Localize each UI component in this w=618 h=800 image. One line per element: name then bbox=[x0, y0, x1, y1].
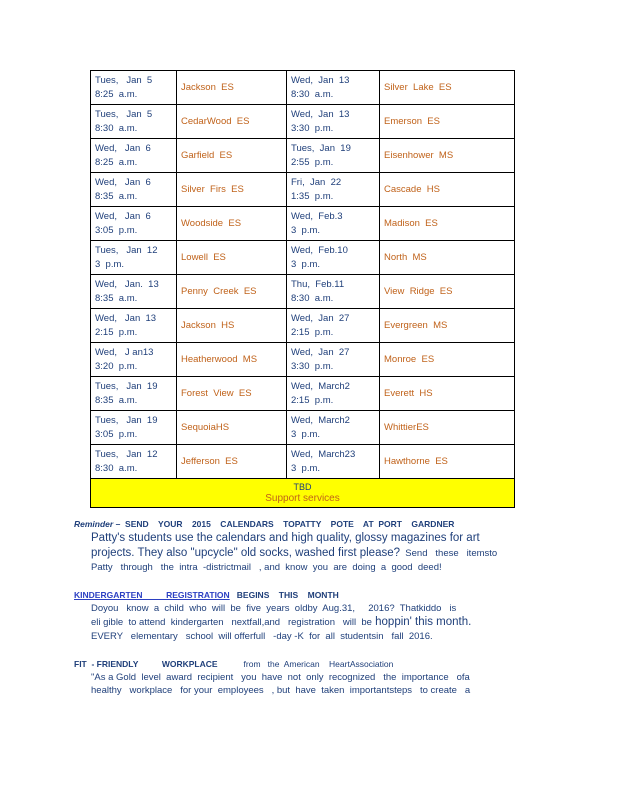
schedule-row bbox=[91, 411, 515, 445]
date-time-cell-text: 2:55 p.m. bbox=[291, 156, 334, 168]
school-cell bbox=[380, 71, 515, 105]
date-time-cell bbox=[91, 105, 177, 139]
school-cell bbox=[177, 173, 287, 207]
date-time-cell-text: 3 p.m. bbox=[291, 462, 321, 474]
date-time-cell bbox=[287, 343, 380, 377]
date-time-cell-text: Tues, Jan 19 bbox=[95, 414, 158, 426]
date-time-cell-text: Tues, Jan 19 bbox=[95, 380, 158, 392]
school-cell bbox=[177, 105, 287, 139]
date-time-cell-text: Wed, Jan 6 bbox=[95, 176, 151, 188]
reminder-line-3: Patty through the intra -districtmail , and know you are doing a good deed! bbox=[91, 562, 442, 573]
school-cell-text: Silver Lake ES bbox=[384, 81, 452, 93]
date-time-cell bbox=[91, 139, 177, 173]
fit-line-1: "As a Gold level award recipient you have not only recognized the importance ofa bbox=[91, 672, 470, 683]
school-cell-text: SequoiaHS bbox=[181, 421, 230, 433]
date-time-cell-text: Wed, Jan 13 bbox=[291, 108, 350, 120]
kindergarten-section bbox=[74, 589, 520, 643]
date-time-cell-text: Tues, Jan 19 bbox=[291, 142, 351, 154]
date-time-cell-text: Wed, Jan 13 bbox=[291, 74, 350, 86]
school-cell bbox=[380, 241, 515, 275]
date-time-cell-text: 3:30 p.m. bbox=[291, 360, 334, 372]
date-time-cell-text: Fri, Jan 22 bbox=[291, 176, 342, 188]
reminder-line-2: projects. They also "upcycle" old socks, washed first please? Send these itemsto bbox=[91, 547, 498, 559]
kindergarten-heading: KINDERGARTEN REGISTRATION BEGINS THIS MONTH bbox=[74, 590, 339, 600]
school-cell bbox=[380, 173, 515, 207]
date-time-cell-text: Thu, Feb.11 bbox=[291, 278, 345, 290]
date-time-cell-text: 2:15 p.m. bbox=[291, 326, 334, 338]
support-services-label: Support services bbox=[265, 493, 340, 504]
schedule-row bbox=[91, 241, 515, 275]
school-cell bbox=[380, 445, 515, 479]
date-time-cell-text: 3:30 p.m. bbox=[291, 122, 334, 134]
date-time-cell-text: 3 p.m. bbox=[95, 258, 125, 270]
date-time-cell bbox=[91, 241, 177, 275]
date-time-cell bbox=[91, 411, 177, 445]
date-time-cell bbox=[287, 173, 380, 207]
schedule-row bbox=[91, 207, 515, 241]
date-time-cell bbox=[287, 445, 380, 479]
date-time-cell-text: Tues, Jan 12 bbox=[95, 244, 158, 256]
school-cell bbox=[177, 377, 287, 411]
school-cell-text: Heatherwood MS bbox=[181, 353, 258, 365]
school-cell bbox=[380, 377, 515, 411]
school-cell-text: Monroe ES bbox=[384, 353, 435, 365]
date-time-cell-text: Wed, J an13 bbox=[95, 346, 154, 358]
date-time-cell-text: Wed, March2 bbox=[291, 414, 350, 426]
reminder-label: Reminder bbox=[74, 519, 114, 529]
date-time-cell bbox=[287, 139, 380, 173]
date-time-cell bbox=[287, 207, 380, 241]
school-cell bbox=[177, 275, 287, 309]
date-time-cell-text: Wed, Jan 6 bbox=[95, 142, 151, 154]
date-time-cell-text: 3 p.m. bbox=[291, 428, 321, 440]
schedule-row bbox=[91, 377, 515, 411]
kindergarten-registration-link[interactable]: KINDERGARTEN REGISTRATION bbox=[74, 590, 230, 600]
date-time-cell-text: 8:25 a.m. bbox=[95, 88, 138, 100]
date-time-cell bbox=[91, 343, 177, 377]
school-cell-text: Lowell ES bbox=[181, 251, 226, 263]
date-time-cell bbox=[91, 309, 177, 343]
schedule-row bbox=[91, 343, 515, 377]
tbd-row bbox=[91, 479, 515, 508]
fit-friendly-section bbox=[74, 658, 520, 697]
school-cell bbox=[380, 207, 515, 241]
date-time-cell-text: 8:30 a.m. bbox=[95, 122, 138, 134]
date-time-cell-text: 8:35 a.m. bbox=[95, 292, 138, 304]
fit-heading: FIT - FRIENDLY WORKPLACE from the American HeartAssociation bbox=[74, 659, 394, 669]
kindergarten-line-3: EVERY elementary school will offerfull -day -K for all studentsin fall 2016. bbox=[91, 631, 433, 642]
date-time-cell-text: 3 p.m. bbox=[291, 258, 321, 270]
date-time-cell bbox=[287, 411, 380, 445]
date-time-cell-text: 3:20 p.m. bbox=[95, 360, 138, 372]
school-cell-text: CedarWood ES bbox=[181, 115, 250, 127]
school-cell bbox=[177, 71, 287, 105]
date-time-cell-text: Wed, March2 bbox=[291, 380, 350, 392]
date-time-cell-text: Tues, Jan 12 bbox=[95, 448, 158, 460]
school-cell-text: Madison ES bbox=[384, 217, 438, 229]
school-cell bbox=[380, 275, 515, 309]
reminder-heading-text: – SEND YOUR 2015 CALENDARS TOPATTY POTE AT PORT GARDNER bbox=[115, 519, 455, 529]
date-time-cell-text: Tues, Jan 5 bbox=[95, 108, 153, 120]
date-time-cell bbox=[91, 173, 177, 207]
date-time-cell-text: 3 p.m. bbox=[291, 224, 321, 236]
date-time-cell bbox=[287, 241, 380, 275]
school-cell-text: Woodside ES bbox=[181, 217, 242, 229]
kindergarten-line-1: Doyou know a child who will be five years oldby Aug.31, 2016? Thatkiddo is bbox=[91, 603, 457, 614]
date-time-cell-text: Wed, Jan 27 bbox=[291, 346, 350, 358]
reminder-heading bbox=[74, 518, 520, 531]
schedule-row bbox=[91, 173, 515, 207]
date-time-cell bbox=[91, 275, 177, 309]
date-time-cell-text: Wed, Jan 27 bbox=[291, 312, 350, 324]
school-cell bbox=[177, 309, 287, 343]
date-time-cell-text: 8:30 a.m. bbox=[95, 462, 138, 474]
date-time-cell-text: 2:15 p.m. bbox=[291, 394, 334, 406]
date-time-cell bbox=[287, 377, 380, 411]
schedule-row bbox=[91, 139, 515, 173]
school-cell bbox=[177, 207, 287, 241]
school-cell bbox=[177, 241, 287, 275]
date-time-cell-text: 1:35 p.m. bbox=[291, 190, 334, 202]
date-time-cell-text: 8:30 a.m. bbox=[291, 292, 334, 304]
fit-heading-label: FIT - FRIENDLY WORKPLACE bbox=[74, 659, 218, 669]
school-cell-text: Hawthorne ES bbox=[384, 455, 448, 467]
schedule-row bbox=[91, 71, 515, 105]
schedule-row bbox=[91, 445, 515, 479]
date-time-cell bbox=[91, 377, 177, 411]
tbd-label: TBD bbox=[293, 482, 312, 492]
date-time-cell-text: 8:30 a.m. bbox=[291, 88, 334, 100]
school-cell bbox=[380, 139, 515, 173]
fit-line-2: healthy workplace for your employees , but have taken importantsteps to create a bbox=[91, 685, 471, 696]
school-cell-text: Jefferson ES bbox=[181, 455, 238, 467]
schedule-row bbox=[91, 309, 515, 343]
date-time-cell-text: 8:25 a.m. bbox=[95, 156, 138, 168]
date-time-cell bbox=[287, 105, 380, 139]
school-cell-text: Evergreen MS bbox=[384, 319, 448, 331]
school-cell bbox=[380, 411, 515, 445]
date-time-cell bbox=[91, 207, 177, 241]
date-time-cell bbox=[91, 71, 177, 105]
date-time-cell bbox=[287, 309, 380, 343]
schedule-row bbox=[91, 105, 515, 139]
date-time-cell-text: Wed, March23 bbox=[291, 448, 356, 460]
schedule-row bbox=[91, 275, 515, 309]
date-time-cell-text: Wed, Feb.3 bbox=[291, 210, 343, 222]
school-cell-text: Everett HS bbox=[384, 387, 433, 399]
date-time-cell-text: Wed, Feb.10 bbox=[291, 244, 348, 256]
school-cell-text: View Ridge ES bbox=[384, 285, 453, 297]
date-time-cell-text: Wed, Jan. 13 bbox=[95, 278, 159, 290]
school-cell-text: Emerson ES bbox=[384, 115, 440, 127]
date-time-cell-text: 3:05 p.m. bbox=[95, 428, 138, 440]
school-cell bbox=[177, 343, 287, 377]
school-cell-text: Silver Firs ES bbox=[181, 183, 244, 195]
school-cell bbox=[177, 139, 287, 173]
school-cell-text: Eisenhower MS bbox=[384, 149, 454, 161]
date-time-cell bbox=[91, 445, 177, 479]
reminder-line-1: Patty's students use the calendars and high quality, glossy magazines for art bbox=[91, 532, 480, 544]
date-time-cell-text: 8:35 a.m. bbox=[95, 190, 138, 202]
school-cell-text: North MS bbox=[384, 251, 427, 263]
school-cell bbox=[177, 445, 287, 479]
school-cell-text: Cascade HS bbox=[384, 183, 440, 195]
date-time-cell-text: 3:05 p.m. bbox=[95, 224, 138, 236]
tbd-cell bbox=[91, 479, 515, 508]
reminder-section bbox=[74, 518, 520, 574]
date-time-cell bbox=[287, 71, 380, 105]
kindergarten-line-2: eli gible to attend kindergarten nextfall,and registration will be hoppin' this month. bbox=[91, 616, 472, 628]
school-cell-text: Jackson ES bbox=[181, 81, 234, 93]
schedule-body bbox=[91, 71, 515, 479]
school-cell bbox=[177, 411, 287, 445]
school-cell-text: Garfield ES bbox=[181, 149, 233, 161]
schedule-table bbox=[90, 70, 515, 508]
school-cell-text: Forest View ES bbox=[181, 387, 252, 399]
school-cell bbox=[380, 309, 515, 343]
school-cell bbox=[380, 343, 515, 377]
school-cell bbox=[380, 105, 515, 139]
date-time-cell-text: 8:35 a.m. bbox=[95, 394, 138, 406]
date-time-cell-text: Wed, Jan 13 bbox=[95, 312, 157, 324]
date-time-cell-text: Tues, Jan 5 bbox=[95, 74, 153, 86]
date-time-cell bbox=[287, 275, 380, 309]
date-time-cell-text: 2:15 p.m. bbox=[95, 326, 138, 338]
school-cell-text: Penny Creek ES bbox=[181, 285, 257, 297]
date-time-cell-text: Wed, Jan 6 bbox=[95, 210, 151, 222]
school-cell-text: Jackson HS bbox=[181, 319, 235, 331]
school-cell-text: WhittierES bbox=[384, 421, 429, 433]
